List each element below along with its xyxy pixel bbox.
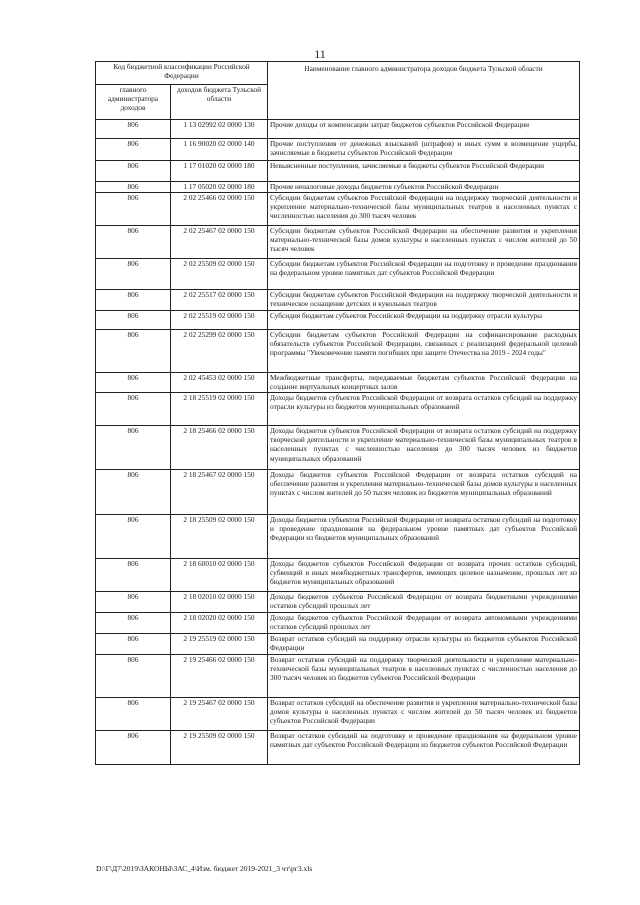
admin-code-cell: 806 <box>96 613 171 634</box>
table-row <box>96 613 580 634</box>
income-name-cell: Субсидии бюджетам субъектов Российской Федерации на обеспечение развития и укрепления материально-технической базы домов культуры в населенных пунктах с числом жителей до 50 тысяч человек <box>268 226 580 259</box>
income-code-cell: 2 19 25519 02 0000 150 <box>171 634 268 655</box>
income-name-cell: Доходы бюджетов субъектов Российской Федерации от возврата остатков субсидий на подготовку и проведение празднования на федеральном уровне памятных дат субъектов Российской Федерации из бюджетов муниципальных образований <box>268 515 580 559</box>
income-name-cell: Доходы бюджетов субъектов Российской Федерации от возврата автономными учреждениями остатков субсидий прошлых лет <box>268 613 580 634</box>
admin-code-cell: 806 <box>96 259 171 290</box>
income-code-cell: 2 18 25509 02 0000 150 <box>171 515 268 559</box>
income-name-cell: Доходы бюджетов субъектов Российской Федерации от возврата остатков субсидий на поддержку отрасли культуры из бюджетов муниципальных образований <box>268 393 580 426</box>
admin-code-cell: 806 <box>96 655 171 698</box>
income-name-cell: Возврат остатков субсидий на подготовку и проведение празднования на федеральном уровне памятных дат субъектов Российской Федерации из бюджетов субъектов Российской Федерации <box>268 731 580 765</box>
admin-code-cell: 806 <box>96 373 171 393</box>
admin-code-cell: 806 <box>96 634 171 655</box>
table-body <box>96 62 580 765</box>
admin-code-cell: 806 <box>96 393 171 426</box>
admin-code-cell: 806 <box>96 592 171 613</box>
header-name: Наименование главного администратора доходов бюджета Тульской области <box>268 62 580 120</box>
table-row <box>96 515 580 559</box>
table-row <box>96 161 580 182</box>
table-row <box>96 182 580 193</box>
income-code-cell: 2 18 02020 02 0000 150 <box>171 613 268 634</box>
income-code-cell: 2 02 25509 02 0000 150 <box>171 259 268 290</box>
income-code-cell: 2 02 25299 02 0000 150 <box>171 330 268 373</box>
page-number: 11 <box>314 47 326 61</box>
income-name-cell: Межбюджетные трансферты, передаваемые бюджетам субъектов Российской Федерации на создание виртуальных концертных залов <box>268 373 580 393</box>
income-code-cell: 1 16 90020 02 0000 140 <box>171 139 268 161</box>
income-name-cell: Субсидии бюджетам субъектов Российской Федерации на подготовку и проведение празднования на федеральном уровне памятных дат субъектов Российской Федерации <box>268 259 580 290</box>
admin-code-cell: 806 <box>96 515 171 559</box>
income-name-cell: Субсидии бюджетам субъектов Российской Федерации на поддержку творческой деятельности и техническое оснащение детских и кукольных театров <box>268 290 580 311</box>
header-code-group: Код бюджетной классификации Российской Федерации <box>96 62 268 85</box>
header-row-1 <box>96 62 580 85</box>
header-admin: главного администратора доходов <box>96 85 171 120</box>
admin-code-cell: 806 <box>96 193 171 226</box>
income-code-cell: 2 02 45453 02 0000 150 <box>171 373 268 393</box>
income-code-cell: 2 18 25466 02 0000 150 <box>171 426 268 470</box>
income-code-cell: 1 17 01020 02 0000 180 <box>171 161 268 182</box>
income-name-cell: Невыясненные поступления, зачисляемые в бюджеты субъектов Российской Федерации <box>268 161 580 182</box>
admin-code-cell: 806 <box>96 330 171 373</box>
income-code-cell: 2 18 25467 02 0000 150 <box>171 470 268 515</box>
table-row <box>96 698 580 731</box>
income-code-cell: 2 19 25509 02 0000 150 <box>171 731 268 765</box>
income-code-cell: 1 17 05020 02 0000 180 <box>171 182 268 193</box>
table-row <box>96 592 580 613</box>
table-row <box>96 393 580 426</box>
income-name-cell: Субсидии бюджетам субъектов Российской Федерации на софинансирование расходных обязательств субъектов Российской Федерации, связанных с реализацией федеральной целевой программы "Увековечение памяти погибших при защите Отечества на 2019 - 2024 годы" <box>268 330 580 373</box>
table-row <box>96 259 580 290</box>
income-code-cell: 2 19 25467 02 0000 150 <box>171 698 268 731</box>
income-code-cell: 2 18 02010 02 0000 150 <box>171 592 268 613</box>
income-name-cell: Доходы бюджетов субъектов Российской Федерации от возврата прочих остатков субсидий, субвенций и иных межбюджетных трансфертов, имеющих целевое назначение, прошлых лет из бюджетов муниципальных образований <box>268 559 580 592</box>
admin-code-cell: 806 <box>96 698 171 731</box>
admin-code-cell: 806 <box>96 559 171 592</box>
income-code-cell: 2 02 25517 02 0000 150 <box>171 290 268 311</box>
header-income: доходов бюджета Тульской области <box>171 85 268 120</box>
income-name-cell: Субсидии бюджетам субъектов Российской Федерации на поддержку творческой деятельности и укрепление материально-технической базы муниципальных театров в населенных пунктах с численностью населения до 300 тысяч человек <box>268 193 580 226</box>
table-row <box>96 311 580 330</box>
table-row <box>96 731 580 765</box>
income-name-cell: Субсидия бюджетам субъектов Российской Федерации на поддержку отрасли культуры <box>268 311 580 330</box>
income-name-cell: Прочие доходы от компенсации затрат бюджетов субъектов Российской Федерации <box>268 120 580 139</box>
admin-code-cell: 806 <box>96 731 171 765</box>
admin-code-cell: 806 <box>96 426 171 470</box>
income-name-cell: Возврат остатков субсидий на поддержку творческой деятельности и укрепление материально-технической базы муниципальных театров в населенных пунктах с численностью населения до 300 тысяч человек из бюджетов субъектов Российской Федерации <box>268 655 580 698</box>
income-name-cell: Возврат остатков субсидий на поддержку отрасли культуры из бюджетов субъектов Российской Федерации <box>268 634 580 655</box>
income-name-cell: Доходы бюджетов субъектов Российской Федерации от возврата бюджетными учреждениями остатков субсидий прошлых лет <box>268 592 580 613</box>
table-row <box>96 120 580 139</box>
table-row <box>96 139 580 161</box>
admin-code-cell: 806 <box>96 182 171 193</box>
admin-code-cell: 806 <box>96 139 171 161</box>
income-code-cell: 2 18 60010 02 0000 150 <box>171 559 268 592</box>
income-code-cell: 2 02 25466 02 0000 150 <box>171 193 268 226</box>
income-name-cell: Прочие неналоговые доходы бюджетов субъектов Российской Федерации <box>268 182 580 193</box>
table-row <box>96 193 580 226</box>
income-code-cell: 1 13 02992 02 0000 130 <box>171 120 268 139</box>
admin-code-cell: 806 <box>96 290 171 311</box>
income-name-cell: Доходы бюджетов субъектов Российской Федерации от возврата остатков субсидий на поддержку творческой деятельности и укрепление материально-технической базы муниципальных театров в населенных пунктах с численностью населения до 300 тысяч человек из бюджетов муниципальных образований <box>268 426 580 470</box>
table-row <box>96 226 580 259</box>
admin-code-cell: 806 <box>96 311 171 330</box>
table-row <box>96 290 580 311</box>
table-row <box>96 655 580 698</box>
income-name-cell: Возврат остатков субсидий на обеспечение развития и укрепления материально-технической базы домов культуры в населенных пунктах с числом жителей до 50 тысяч человек из бюджетов субъектов Российской Федерации <box>268 698 580 731</box>
income-name-cell: Прочие поступления от денежных взысканий (штрафов) и иных сумм в возмещение ущерба, зачисляемые в бюджеты субъектов Российской Федерации <box>268 139 580 161</box>
income-name-cell: Доходы бюджетов субъектов Российской Федерации от возврата остатков субсидий на обеспечение развития и укрепления материально-технической базы домов культуры в населенных пунктах с числом жителей до 50 тысяч человек из бюджетов муниципальных образований <box>268 470 580 515</box>
table-row <box>96 470 580 515</box>
table-row <box>96 559 580 592</box>
revenue-codes-table <box>95 61 580 765</box>
file-path-footer: D:\Г\Д7\2019\ЗАКОНЫ\ЗАС_4\Изм. бюджет 2019-2021_3 чт\рг3.xls <box>96 864 313 873</box>
income-code-cell: 2 19 25466 02 0000 150 <box>171 655 268 698</box>
income-code-cell: 2 18 25519 02 0000 150 <box>171 393 268 426</box>
admin-code-cell: 806 <box>96 161 171 182</box>
income-code-cell: 2 02 25519 02 0000 150 <box>171 311 268 330</box>
table-row <box>96 373 580 393</box>
table-row <box>96 634 580 655</box>
admin-code-cell: 806 <box>96 470 171 515</box>
table-row <box>96 426 580 470</box>
admin-code-cell: 806 <box>96 120 171 139</box>
table-row <box>96 330 580 373</box>
admin-code-cell: 806 <box>96 226 171 259</box>
income-code-cell: 2 02 25467 02 0000 150 <box>171 226 268 259</box>
